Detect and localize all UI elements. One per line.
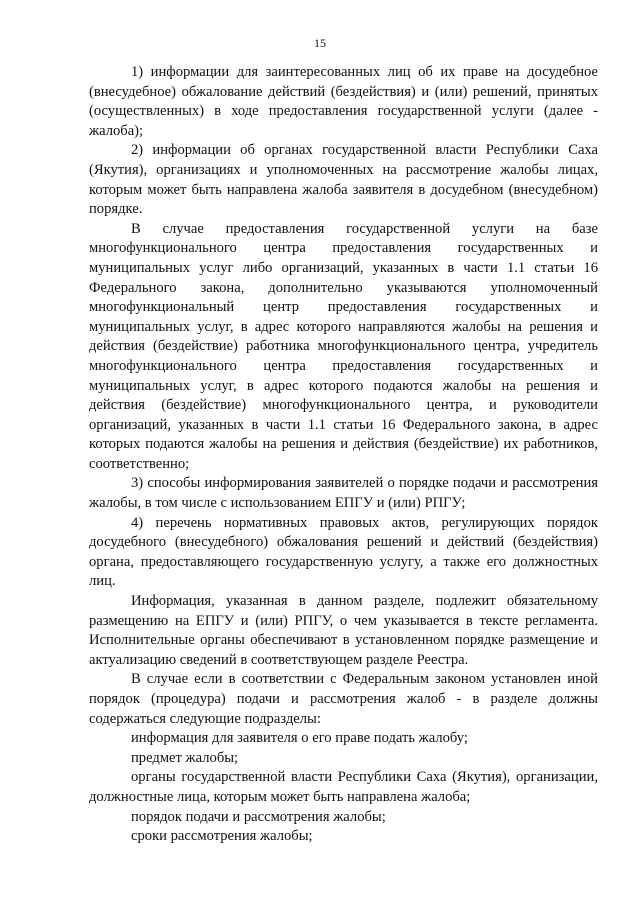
- page-number: 15: [314, 36, 326, 50]
- paragraph-other-procedure: В случае если в соответствии с Федеральным законом установлен иной порядок (процедура) подачи и рассмотрения жалоб - в разделе должны содержаться следующие подразделы:: [89, 671, 598, 727]
- paragraph-informing-methods: 3) способы информирования заявителей о порядке подачи и рассмотрения жалобы, в том числе с использованием ЕПГУ и (или) РПГУ;: [89, 475, 598, 512]
- list-item-review-deadlines: сроки рассмотрения жалобы;: [131, 828, 313, 845]
- list-item-complaint-subject: предмет жалобы;: [131, 749, 239, 766]
- document-body: [89, 63, 598, 847]
- paragraph-legal-acts: 4) перечень нормативных правовых актов, регулирующих порядок досудебного (внесудебного) обжалования решений и действий (бездействия) органа, предоставляющего государственную услугу, а также его должностных лиц.: [89, 514, 598, 590]
- paragraph-publication: Информация, указанная в данном разделе, подлежит обязательному размещению на ЕПГУ и (или) РПГУ, о чем указывается в тексте регламента. Исполнительные органы обеспечивают в установленном порядке размещение и актуализацию сведений в соответствующем разделе Реестра.: [89, 593, 598, 668]
- paragraph-mfc-case: В случае предоставления государственной услуги на базе многофункционального центра предоставления государственных и муниципальных услуг либо организаций, указанных в части 1.1 статьи 16 Федерального закона, дополнительно указываются уполномоченный многофункциональный центр предоставления государственных и муниципальных услуг, в адрес которого направляются жалобы на решения и действия (бездействие) работника многофункционального центра, учредитель многофункционального центра предоставления государственных и муниципальных услуг, в адрес которого подаются жалобы на решения и действия (бездействие) многофункционального центра, и руководители организаций, указанных в части 1.1 статьи 16 Федерального закона, в адрес которых подаются жалобы на решения и действия (бездействие) их работников, соответственно;: [89, 220, 598, 472]
- paragraph-complaint-info: 1) информации для заинтересованных лиц об их праве на досудебное (внесудебное) обжалование действий (бездействия) и (или) решений, принятых (осуществленных) в ходе предоставления государственной услуги (далее - жалоба);: [89, 64, 598, 139]
- list-item-filing-procedure: порядок подачи и рассмотрения жалобы;: [131, 808, 386, 825]
- list-item-right-to-complain: информация для заявителя о его праве подать жалобу;: [131, 730, 468, 747]
- paragraph-authorities-info: 2) информации об органах государственной власти Республики Саха (Якутия), организациях и уполномоченных на рассмотрение жалобы лицах, которым может быть направлена жалоба заявителя в досудебном (внесудебном) порядке.: [89, 142, 598, 218]
- list-item-recipients: органы государственной власти Республики Саха (Якутия), организации, должностные лица, которым может быть направлена жалоба;: [89, 769, 598, 805]
